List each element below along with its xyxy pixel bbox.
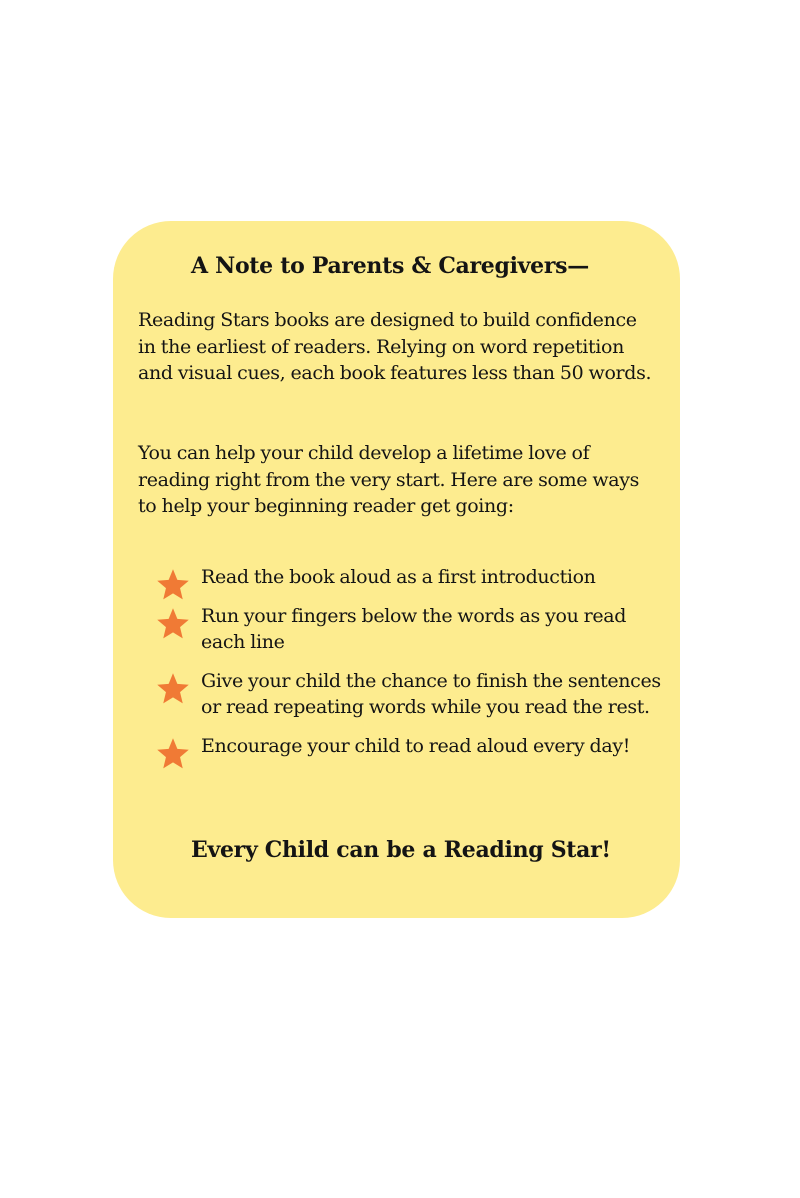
note-title: A Note to Parents & Caregivers— — [191, 253, 589, 279]
parent-note-card — [113, 221, 680, 918]
star-icon — [155, 671, 191, 707]
tip-text: Run your fingers below the words as you read each line — [201, 604, 627, 653]
closing-tagline: Every Child can be a Reading Star! — [191, 837, 611, 863]
tip-item — [153, 668, 673, 721]
tip-text: Read the book aloud as a first introduction — [201, 566, 596, 588]
tip-item — [153, 603, 673, 656]
intro-paragraph: Reading Stars books are designed to build confidence in the earliest of readers. Relying on word repetition and visual cues, each book features less than 50 words. — [138, 309, 652, 384]
tips-list — [153, 564, 673, 759]
tip-item — [153, 564, 673, 591]
tip-item — [153, 733, 673, 760]
star-icon — [155, 736, 191, 772]
star-icon — [155, 606, 191, 642]
tip-text: Encourage your child to read aloud every day! — [201, 734, 630, 757]
tip-text: Give your child the chance to finish the sentences or read repeating words while you read the rest. — [201, 669, 661, 718]
help-paragraph: You can help your child develop a lifetime love of reading right from the very start. Here are some ways to help your beginning reader get going: — [138, 442, 640, 517]
star-icon — [155, 567, 191, 603]
